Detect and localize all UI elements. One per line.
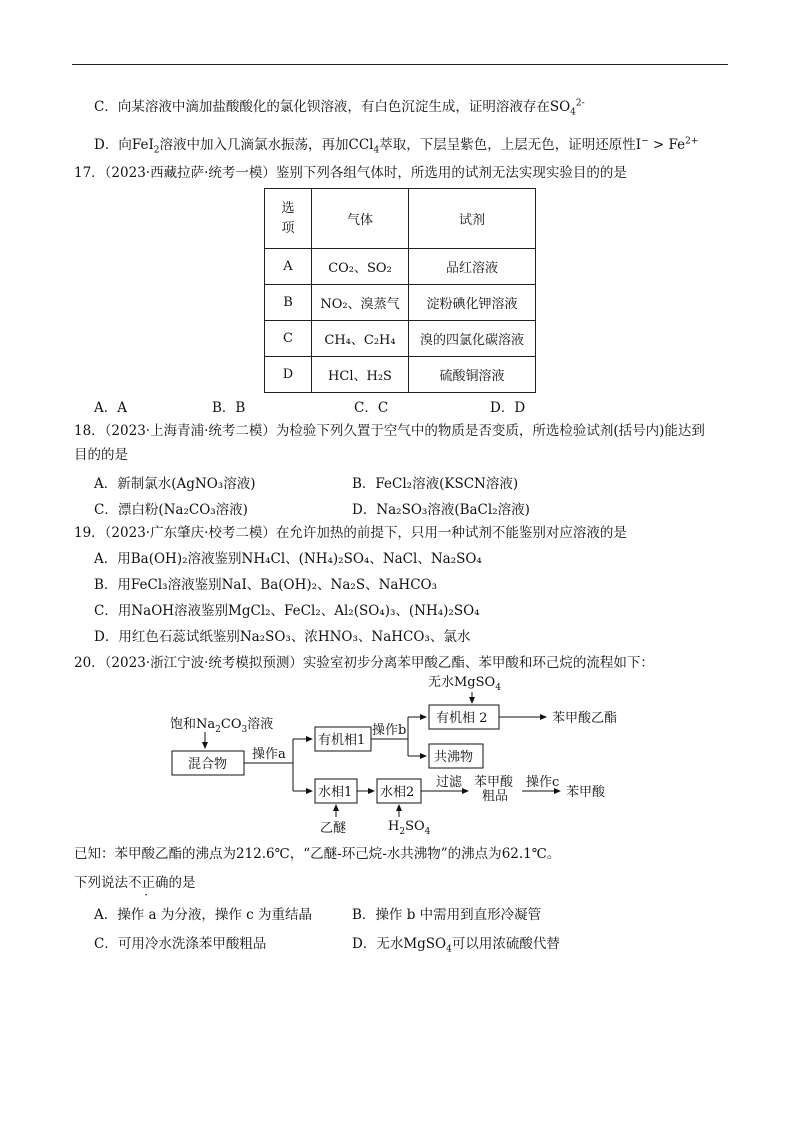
cell-gas: CO₂、SO₂ [312,249,409,285]
q18-option-b: B．FeCl₂溶液(KSCN溶液) [352,476,519,492]
table-row [265,321,536,357]
op-c-label: 操作c [526,775,560,790]
header-rule [72,64,728,65]
cell-gas: HCl、H₂S [312,357,409,393]
q17-table [264,188,536,393]
crude-acid-label: 苯甲酸 [474,775,514,790]
op-a-label: 操作a [252,747,286,762]
header-option: 选项 [265,189,312,249]
q19-stem: 19．（2023·广东肇庆·校考二模）在允许加热的前提下，只用一种试剂不能鉴别对应溶液的是 [74,525,627,541]
emphasis-not-correct: 不正确 [128,875,169,891]
mixture-label: 混合物 [188,757,228,772]
filter-label: 过滤 [436,775,463,790]
organic-2-label: 有机相 2 [436,711,488,726]
aqueous-1-label: 水相1 [318,785,353,800]
q17-option-a: A．A [94,400,127,416]
q18-stem: 18．（2023·上海青浦·统考二模）为检验下列久置于空气中的物质是否变质，所选检验试剂(括号内)能达到 [74,423,705,439]
anhydrous-mgso4-label: 无水MgSO$_4$ [428,675,501,693]
h2so4-label: $H_2SO_4$ [388,819,431,837]
q17-option-d: D．D [490,400,526,416]
q20-option-b: B．操作 b 中需用到直形冷凝管 [352,907,542,923]
crude-label: 粗品 [482,789,509,804]
q19-option-c: C．用NaOH溶液鉴别MgCl₂、FeCl₂、Al₂(SO₄)₃、(NH₄)₂SO₄ [94,603,480,619]
table-row [265,249,536,285]
cell-option: C [265,321,312,357]
cell-reagent: 淀粉碘化钾溶液 [409,285,536,321]
header-gas: 气体 [312,189,409,249]
op-b-label: 操作b [372,723,407,738]
q19-option-a: A．用Ba(OH)₂溶液鉴别NH₄Cl、(NH₄)₂SO₄、NaCl、Na₂SO₄ [94,551,482,567]
q16-option-d: D．向FeI$_2$溶液中加入几滴氯水振荡，再加CCl$_4$萃取，下层呈紫色，上层无色，证明还原性$I^- > Fe^{2+}$ [94,136,699,156]
q20-option-d: D．无水MgSO$_4$可以用浓硫酸代替 [352,936,560,955]
q17-option-b: B．B [212,400,246,416]
cell-gas: CH₄、C₂H₄ [312,321,409,357]
cell-reagent: 硫酸铜溶液 [409,357,536,393]
organic-1-label: 有机相1 [318,733,366,748]
q19-option-d: D．用红色石蕊试纸鉴别Na₂SO₃、浓HNO₃、NaHCO₃、氯水 [94,629,471,645]
cell-gas: NO₂、溴蒸气 [312,285,409,321]
q20-ask: 下列说法不正确的是 [74,875,196,891]
q20-option-a: A．操作 a 为分液，操作 c 为重结晶 [94,907,313,923]
q20-known: 已知：苯甲酸乙酯的沸点为212.6℃，“乙醚-环己烷-水共沸物”的沸点为62.1℃。 [74,846,561,862]
cell-option: A [265,249,312,285]
cell-reagent: 溴的四氯化碳溶液 [409,321,536,357]
table-row [265,285,536,321]
table-row [265,357,536,393]
q18-stem-cont: 目的的是 [74,447,128,463]
aqueous-2-label: 水相2 [380,785,415,800]
reagent-na2co3-label: 饱和$Na_2CO_3$溶液 [170,717,274,735]
azeotrope-label: 共沸物 [434,750,474,765]
q17-option-c: C．C [354,400,389,416]
ether-label: 乙醚 [320,821,347,836]
product-ester-label: 苯甲酸乙酯 [552,711,618,726]
q17-stem: 17．（2023·西藏拉萨·统考一模）鉴别下列各组气体时，所选用的试剂无法实现实验目的的是 [74,165,627,181]
q18-option-a: A．新制氯水(AgNO₃溶液) [94,476,256,492]
product-acid-label: 苯甲酸 [566,785,606,800]
q19-option-b: B．用FeCl₃溶液鉴别NaI、Ba(OH)₂、Na₂S、NaHCO₃ [94,577,438,593]
header-reagent: 试剂 [409,189,536,249]
table-header-row [265,189,536,249]
q20-stem: 20．（2023·浙江宁波·统考模拟预测）实验室初步分离苯甲酸乙酯、苯甲酸和环己烷的流程如下： [74,655,654,671]
q20-option-c: C．可用冷水洗涤苯甲酸粗品 [94,936,267,952]
q18-option-c: C．漂白粉(Na₂CO₃溶液) [94,502,248,518]
cell-option: B [265,285,312,321]
q16-option-c: C．向某溶液中滴加盐酸酸化的氯化钡溶液，有白色沉淀生成，证明溶液存在$SO_4^{2-}$ [94,98,585,118]
separation-flowchart [150,672,630,837]
q18-option-d: D．Na₂SO₃溶液(BaCl₂溶液) [352,502,530,518]
cell-option: D [265,357,312,393]
cell-reagent: 品红溶液 [409,249,536,285]
